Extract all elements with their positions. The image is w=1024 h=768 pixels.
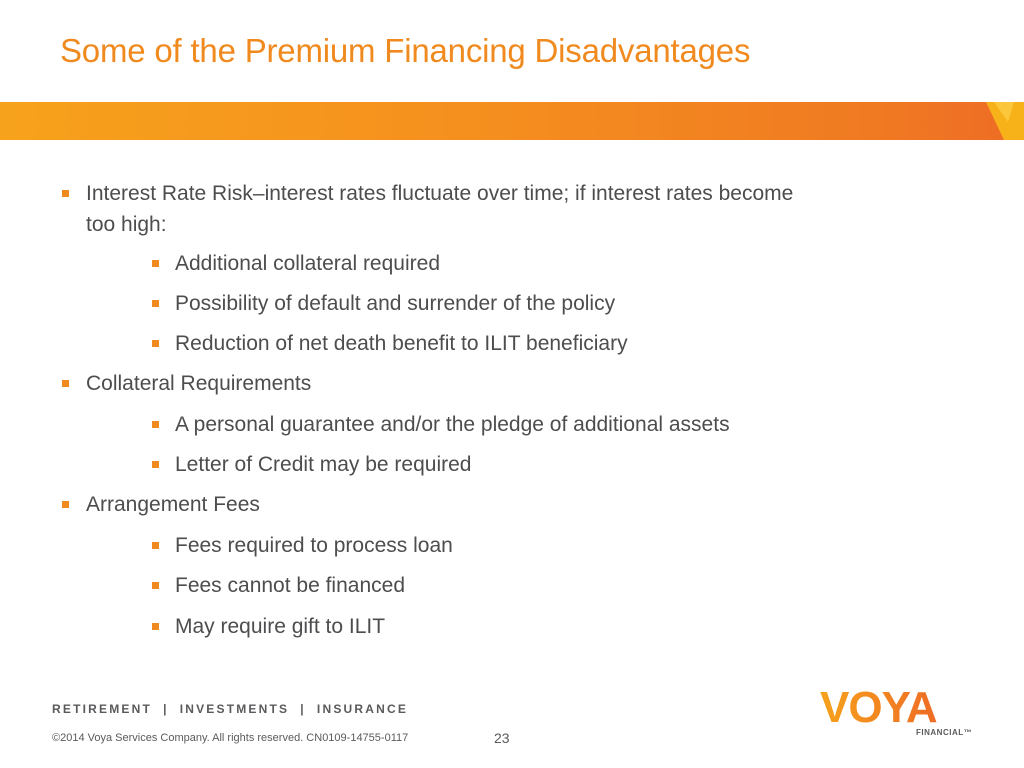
sub-bullet-text: Additional collateral required [175, 252, 440, 275]
sub-bullet-item [152, 409, 730, 440]
bullet-text: Arrangement Fees [86, 493, 260, 516]
bullet-square-icon [152, 340, 159, 347]
sub-bullet-text: Fees required to process loan [175, 534, 453, 557]
bullet-square-icon [152, 461, 159, 468]
bullet-square-icon [62, 380, 69, 387]
sub-bullet-text: Letter of Credit may be required [175, 453, 472, 476]
bullet-item [62, 178, 826, 240]
bullet-square-icon [152, 421, 159, 428]
bullet-item [62, 489, 826, 520]
bullet-square-icon [62, 501, 69, 508]
bullet-square-icon [152, 300, 159, 307]
sub-bullet-text: May require gift to ILIT [175, 615, 386, 638]
bullet-text: Collateral Requirements [86, 372, 312, 395]
sub-bullet-text: A personal guarantee and/or the pledge of additional assets [175, 413, 730, 436]
page-number: 23 [494, 730, 510, 746]
band-accent-shape [964, 102, 1024, 140]
footer-tagline: RETIREMENT | INVESTMENTS | INSURANCE [52, 702, 409, 716]
bullet-square-icon [152, 260, 159, 267]
sub-bullet-text: Reduction of net death benefit to ILIT beneficiary [175, 332, 628, 355]
bullet-item [62, 368, 826, 399]
sub-bullet-text: Possibility of default and surrender of the policy [175, 292, 616, 315]
svg-text:VOYA: VOYA [820, 686, 937, 732]
bullet-square-icon [62, 190, 69, 197]
sub-bullet-item [152, 611, 385, 642]
slide-title: Some of the Premium Financing Disadvantages [60, 32, 751, 69]
bullet-square-icon [152, 623, 159, 630]
sub-bullet-item [152, 328, 628, 359]
bullet-square-icon [152, 582, 159, 589]
footer-copyright: ©2014 Voya Services Company. All rights reserved. CN0109-14755-0117 [52, 732, 409, 744]
sub-bullet-item [152, 449, 471, 480]
bullet-text: Interest Rate Risk–interest rates fluctuate over time; if interest rates become too high: [86, 182, 794, 236]
sub-bullet-item [152, 288, 615, 319]
bullet-square-icon [152, 542, 159, 549]
voya-logo [820, 686, 980, 738]
sub-bullet-text: Fees cannot be financed [175, 574, 405, 597]
sub-bullet-item [152, 530, 453, 561]
svg-text:FINANCIAL™: FINANCIAL™ [916, 728, 973, 737]
header-band [0, 102, 1024, 140]
sub-bullet-item [152, 248, 440, 279]
sub-bullet-item [152, 570, 405, 601]
